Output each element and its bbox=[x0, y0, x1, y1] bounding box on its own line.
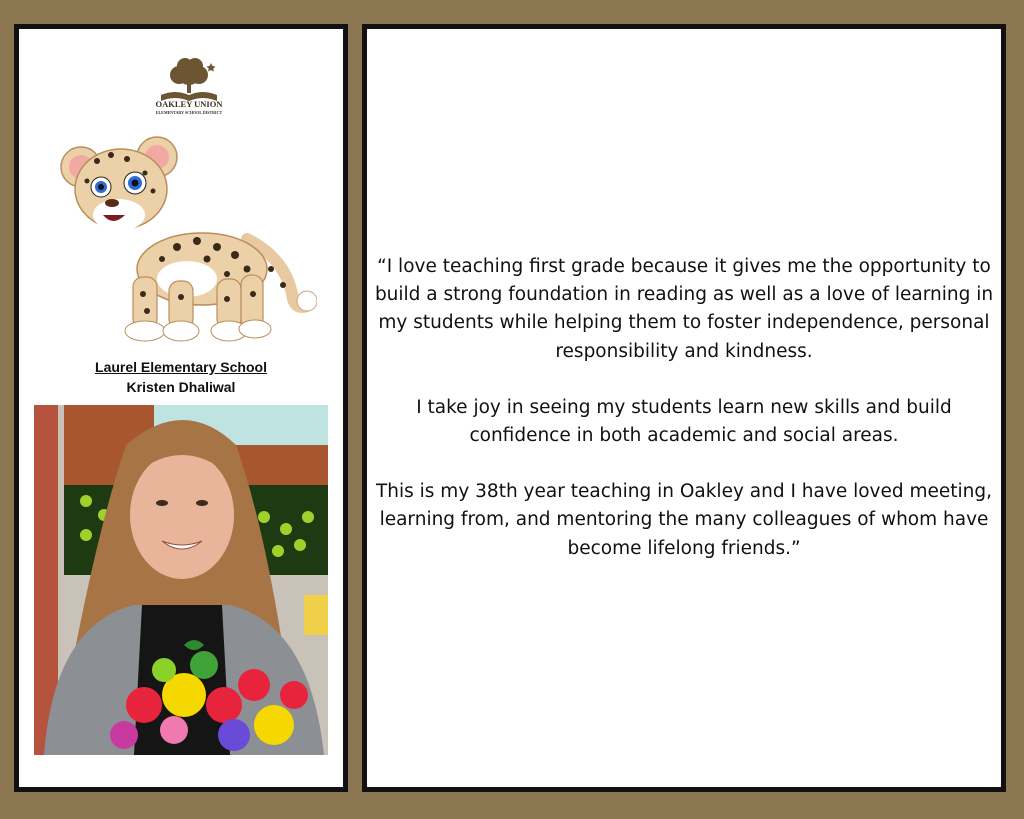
teacher-portrait-photo bbox=[34, 405, 328, 755]
logo-name: OAKLEY UNION bbox=[155, 99, 223, 109]
quote-card bbox=[362, 24, 1006, 792]
oak-tree-book-icon bbox=[149, 55, 229, 105]
quote-paragraph-3: This is my 38th year teaching in Oakley and I have loved meeting, learning from, and mentoring the many colleagues of whom have become lifelong friends.” bbox=[375, 481, 993, 559]
logo-subtitle: ELEMENTARY SCHOOL DISTRICT bbox=[155, 110, 223, 115]
quote-paragraph-1: “I love teaching first grade because it gives me the opportunity to build a strong foundation in reading as well as a love of learning in my students while helping them to foster independence, personal responsibility and kindness. bbox=[374, 256, 994, 362]
leopard-mascot-icon bbox=[57, 129, 317, 349]
teacher-photo bbox=[34, 405, 328, 755]
district-logo bbox=[149, 55, 229, 121]
quote-paragraph-2: I take joy in seeing my students learn new skills and build confidence in both academic and social areas. bbox=[416, 396, 952, 447]
school-name: Laurel Elementary School bbox=[95, 359, 267, 375]
teacher-name: Kristen Dhaliwal bbox=[126, 379, 236, 395]
teacher-quote bbox=[367, 253, 1001, 591]
profile-card bbox=[14, 24, 348, 792]
